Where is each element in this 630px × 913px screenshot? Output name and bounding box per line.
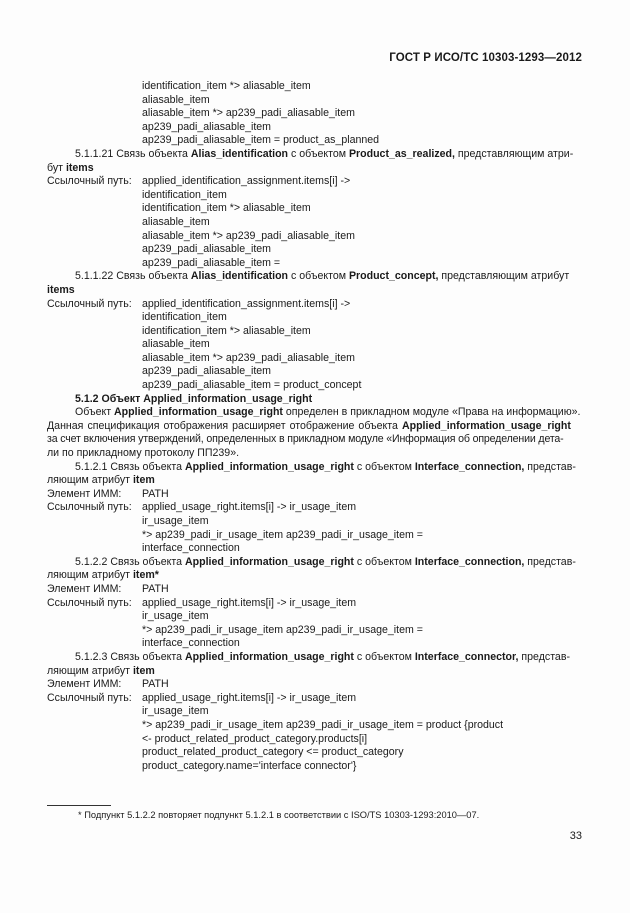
- reference-path-row: Ссылочный путь: applied_identification_assignment.items[i] ->: [47, 175, 351, 188]
- path-line: identification_item *> aliasable_item: [142, 324, 311, 337]
- path-line: ap239_padi_aliasable_item: [142, 120, 271, 133]
- reference-path-row: Ссылочный путь: applied_usage_right.items[i] -> ir_usage_item: [47, 596, 357, 609]
- imm-element-row: [47, 583, 584, 597]
- footnote-divider: [47, 805, 111, 806]
- section-heading-continued: ляющим атрибут item*: [47, 569, 159, 582]
- path-line: aliasable_item *> ap239_padi_aliasable_item: [142, 229, 355, 242]
- imm-element-label: Элемент ИММ:: [47, 582, 122, 595]
- footnote: * Подпункт 5.1.2.2 повторяет подпункт 5.1.2.1 в соответствии с ISO/TS 10303-1293:2010—07.: [78, 810, 480, 820]
- paragraph-line: Данная спецификация отображения расширяет отображение объекта Applied_information_usage_right: [47, 419, 571, 432]
- reference-path-label: Ссылочный путь:: [47, 501, 132, 514]
- path-line: aliasable_item: [142, 93, 210, 106]
- reference-path-label: Ссылочный путь:: [47, 297, 132, 310]
- imm-element-row: [47, 678, 584, 692]
- page-content: [47, 80, 584, 773]
- path-line: *> ap239_padi_ir_usage_item ap239_padi_ir_usage_item =: [142, 623, 423, 636]
- section-5-1-2-2: [47, 556, 584, 651]
- section-heading-continued: бут items: [47, 161, 94, 174]
- path-line: aliasable_item: [142, 338, 210, 351]
- path-line: *> ap239_padi_ir_usage_item ap239_padi_ir_usage_item =: [142, 528, 423, 541]
- path-line: aliasable_item *> ap239_padi_aliasable_item: [142, 107, 355, 120]
- section-5-1-2-1: [47, 461, 584, 556]
- path-line: ap239_padi_aliasable_item = product_concept: [142, 379, 362, 392]
- section-heading-continued: ляющим атрибут item: [47, 474, 155, 487]
- imm-element-value: PATH: [142, 582, 169, 595]
- document-header: ГОСТ Р ИСО/ТС 10303-1293—2012: [389, 52, 582, 64]
- path-line: ap239_padi_aliasable_item = product_as_planned: [142, 134, 380, 147]
- paragraph-line: за счет включения утверждений, определенных в прикладном модуле «Информация об определении дета-: [47, 433, 564, 446]
- reference-path-row: Ссылочный путь: applied_usage_right.items[i] -> ir_usage_item: [47, 691, 357, 704]
- reference-path-continuation: [47, 80, 584, 148]
- section-heading-continued: items: [47, 283, 75, 296]
- path-line: <- product_related_product_category.products[i]: [142, 732, 368, 745]
- path-line: aliasable_item *> ap239_padi_aliasable_item: [142, 351, 355, 364]
- path-line: ir_usage_item: [142, 610, 209, 623]
- path-line: interface_connection: [142, 542, 240, 555]
- section-5-1-1-22: [47, 270, 584, 392]
- paragraph-line: Объект Applied_information_usage_right определен в прикладном модуле «Права на информацию».: [75, 406, 581, 419]
- path-line: product_category.name='interface connector'}: [142, 759, 357, 772]
- path-line: ir_usage_item: [142, 705, 209, 718]
- path-line: product_related_product_category <= product_category: [142, 746, 404, 759]
- section-5-1-2: [47, 393, 584, 461]
- path-line: ap239_padi_aliasable_item =: [142, 256, 281, 269]
- path-line: aliasable_item: [142, 215, 210, 228]
- section-heading: 5.1.1.22 Связь объекта Alias_identification с объектом Product_concept, представляющим атрибут: [75, 270, 570, 283]
- path-line: identification_item *> aliasable_item: [142, 202, 311, 215]
- section-heading: 5.1.1.21 Связь объекта Alias_identification с объектом Product_as_realized, представляющим атри-: [75, 147, 574, 160]
- path-line: *> ap239_padi_ir_usage_item ap239_padi_ir_usage_item = product {product: [142, 718, 504, 731]
- path-line: interface_connection: [142, 637, 240, 650]
- reference-path-row: Ссылочный путь: applied_usage_right.items[i] -> ir_usage_item: [47, 501, 357, 514]
- path-line: ap239_padi_aliasable_item: [142, 365, 271, 378]
- path-line: ap239_padi_aliasable_item: [142, 243, 271, 256]
- imm-element-label: Элемент ИММ:: [47, 678, 122, 691]
- section-heading: 5.1.2.1 Связь объекта Applied_information_usage_right с объектом Interface_connection, представ-: [75, 460, 576, 473]
- imm-element-row: [47, 488, 584, 502]
- imm-element-value: PATH: [142, 678, 169, 691]
- section-5-1-2-3: [47, 651, 584, 773]
- paragraph-line: ли по прикладному протоколу ПП239».: [47, 447, 240, 460]
- reference-path-label: Ссылочный путь:: [47, 596, 132, 609]
- path-line: identification_item *> aliasable_item: [142, 80, 311, 92]
- imm-element-label: Элемент ИММ:: [47, 487, 122, 500]
- path-line: identification_item: [142, 311, 227, 324]
- reference-path-label: Ссылочный путь:: [47, 175, 132, 188]
- section-heading: 5.1.2.2 Связь объекта Applied_information_usage_right с объектом Interface_connection, представ-: [75, 555, 576, 568]
- section-heading-continued: ляющим атрибут item: [47, 664, 155, 677]
- path-line: ir_usage_item: [142, 515, 209, 527]
- reference-path-row: Ссылочный путь: applied_identification_assignment.items[i] ->: [47, 297, 351, 310]
- section-title: 5.1.2 Объект Applied_information_usage_right: [75, 392, 313, 405]
- section-heading: 5.1.2.3 Связь объекта Applied_information_usage_right с объектом Interface_connector, представ-: [75, 650, 570, 663]
- reference-path-label: Ссылочный путь:: [47, 691, 132, 704]
- path-line: identification_item: [142, 188, 227, 201]
- section-5-1-1-21: [47, 148, 584, 270]
- imm-element-value: PATH: [142, 487, 169, 500]
- page-number: 33: [569, 830, 582, 842]
